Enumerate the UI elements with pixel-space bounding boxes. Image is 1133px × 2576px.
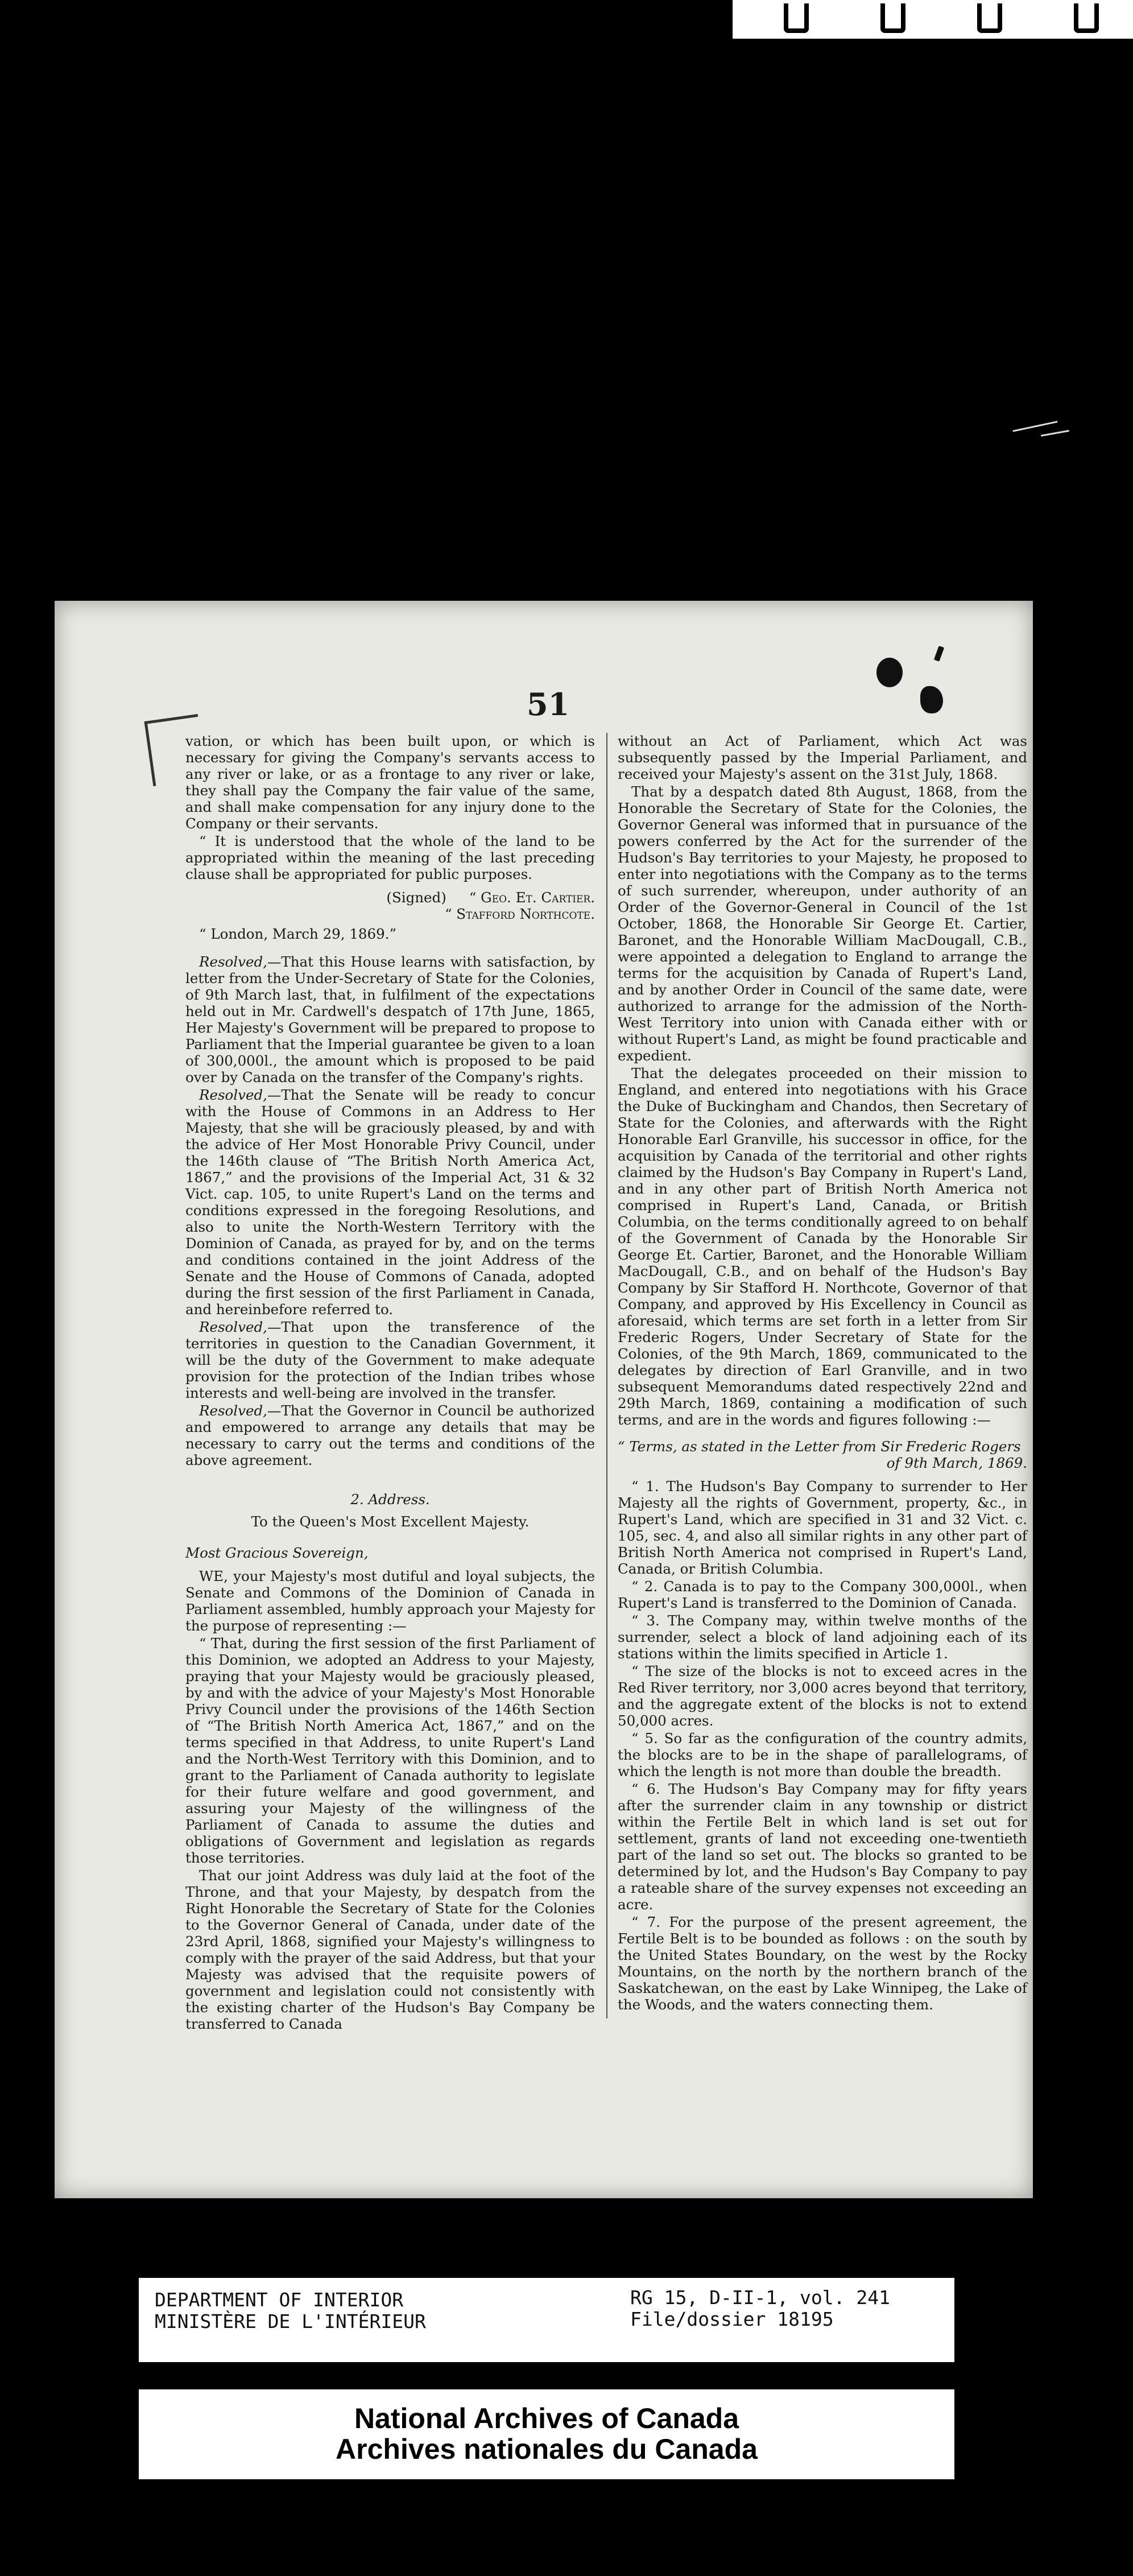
paragraph: WE, your Majesty's most dutiful and loyal subjects, the Senate and Commons of the Dominion of Canada in Parliament assembled, humbly approach your Majesty for the purpose of representing :— — [185, 1568, 595, 1634]
signatory: “ Geo. Et. Cartier. — [469, 889, 595, 906]
ink-blot — [934, 646, 944, 662]
film-mark — [977, 3, 1002, 33]
signatory: “ Stafford Northcote. — [444, 906, 595, 922]
term-item: “ 2. Canada is to pay to the Company 300,000l., when Rupert's Land is transferred to the Dominion of Canada. — [618, 1578, 1027, 1611]
terms-heading-date: of 9th March, 1869. — [886, 1455, 1027, 1471]
ink-blot — [920, 686, 943, 713]
right-column — [618, 733, 1027, 2014]
file-number: File/dossier 18195 — [630, 2308, 834, 2330]
page-number: 51 — [527, 686, 570, 723]
signed-label: (Signed) — [386, 889, 446, 906]
paragraph: “ That, during the first session of the first Parliament of this Dominion, we adopted an Address to your Majesty, praying that your Majesty would be graciously pleased, by and with the advice of your Majesty's Most Honorable Privy Council under the provisions of the 146th Section of “The British North America Act, 1867,” and on the terms specified in that Address, to unite Rupert's Land and the North-West Territory with this Dominion, and to grant to the Parliament of Canada authority to legislate for their future welfare and good government, and assuring your Majesty of the willingness of the Parliament of Canada to assume the duties and obligations of Government and legislation as regards those territories. — [185, 1635, 595, 1866]
resolution-text: —That this House learns with satisfaction, by letter from the Under-Secretary of State for the Colonies, of 9th March last, that, in fulfilment of the expectations held out in Mr. Cardwell's despatch of 17th June, 1865, Her Majesty's Government will be prepared to propose to Parliament that the Imperial guarantee be given to a loan of 300,000l., the amount which is proposed to be paid over by Canada on the transfer of the Company's rights. — [185, 953, 595, 1085]
term-item: “ 7. For the purpose of the present agreement, the Fertile Belt is to be bounded as follows : on the south by the United States Boundary, on the west by the Rocky Mountains, on the north by the northern branch of the Saskatchewan, on the east by Lake Winnipeg, the Lake of the Woods, and the waters connecting them. — [618, 1914, 1027, 2013]
resolution — [185, 1402, 595, 1468]
term-item: “ 6. The Hudson's Bay Company may for fifty years after the surrender claim in any township or district within the Fertile Belt in which land is set out for settlement, grants of land not exceeding one-twentieth part of the land so set out. The blocks so granted to be determined by lot, and the Hudson's Bay Company to pay a rateable share of the survey expenses not exceeding an acre. — [618, 1781, 1027, 1913]
resolution — [185, 1087, 595, 1318]
dateline: “ London, March 29, 1869.” — [199, 926, 397, 942]
term-item: “ 3. The Company may, within twelve months of the surrender, select a block of land adjoining each of its stations within the limits specified in Article 1. — [618, 1612, 1027, 1662]
paragraph: “ It is understood that the whole of the land to be appropriated within the meaning of the last preceding clause shall be appropriated for public purposes. — [185, 833, 595, 882]
signature-block — [185, 889, 595, 906]
archive-reference-label — [139, 2278, 954, 2362]
film-strip-marks — [733, 0, 1133, 39]
resolved-label: Resolved, — [199, 953, 267, 970]
resolution-text: —That the Senate will be ready to concur with the House of Commons in an Address to Her Majesty, that she will be graciously pleased, by and with the advice of Her Most Honorable Privy Council, under the 146th clause of “The British North America Act, 1867,” and the provisions of the Imperial Act, 31 & 32 Vict. cap. 105, to unite Rupert's Land on the terms and conditions expressed in the foregoing Resolutions, and also to unite the North-Western Territory with the Dominion of Canada, as prayed for by, and on the terms and conditions contained in the joint Address of the Senate and the House of Commons of Canada, adopted during the first session of the first Parliament in Canada, and hereinbefore referred to. — [185, 1087, 595, 1318]
film-mark — [784, 3, 809, 33]
archives-banner — [139, 2389, 954, 2479]
salutation: Most Gracious Sovereign, — [185, 1545, 369, 1561]
paragraph: That our joint Address was duly laid at the foot of the Throne, and that your Majesty, by despatch from the Right Honorable the Secretary of State for the Colonies to the Governor General of Canada, under date of the 23rd April, 1868, signified your Majesty's willingness to comply with the prayer of the said Address, but that your Majesty was advised that the requisite powers of government and legislation could not consistently with the existing charter of the Hudson's Bay Company be transferred to Canada — [185, 1867, 595, 2032]
term-item: “ The size of the blocks is not to exceed acres in the Red River territory, nor 3,000 acres beyond that territory, and the aggregate extent of the blocks is not to extend 50,000 acres. — [618, 1663, 1027, 1729]
left-column — [185, 733, 595, 2033]
paragraph: That by a despatch dated 8th August, 1868, from the Honorable the Secretary of State for the Colonies, the Governor General was informed that in pursuance of the powers conferred by the Act for the surrender of the Hudson's Bay territories to your Majesty, he proposed to enter into negotiations with the Company as to the terms of such surrender, whereupon, under authority of an Order of the Governor-General in Council of the 1st October, 1868, the Honorable Sir George Et. Cartier, Baronet, and the Honorable William MacDougall, C.B., were appointed a delegation to England to arrange the terms for the acquisition by Canada of Rupert's Land, and by another Order in Council of the same date, were authorized to arrange for the admission of the North-West Territory into union with Canada either with or without Rupert's Land, as might be found practicable and expedient. — [618, 783, 1027, 1064]
record-group-ref: RG 15, D-II-1, vol. 241 — [630, 2286, 890, 2309]
resolution — [185, 953, 595, 1085]
paragraph: That the delegates proceeded on their mission to England, and entered into negotiations with his Grace the Duke of Buckingham and Chandos, then Secretary of State for the Colonies, and afterwards with the Right Honorable Earl Granville, his successor in office, for the acquisition by Canada of the territorial and other rights claimed by the Hudson's Bay Company in Rupert's Land, and in any other part of British North America not comprised in Rupert's Land, Canada, or British Columbia, on the terms conditionally agreed to on behalf of the Government of Canada by the Honorable Sir George Et. Cartier, Baronet, and the Honorable William MacDougall, C.B., and on behalf of the Hudson's Bay Company by Sir Stafford H. Northcote, Governor of that Company, and approved by His Excellency in Council as aforesaid, which terms are set forth in a letter from Sir Frederic Rogers, Under Secretary of State for the Colonies, of the 9th March, 1869, communicated to the delegates by direction of Earl Granville, and in two subsequent Memorandums dated respectively 22nd and 29th March, 1869, containing a modification of such terms, and are in the words and figures following :— — [618, 1065, 1027, 1428]
resolved-label: Resolved, — [199, 1319, 267, 1335]
term-item: “ 5. So far as the configuration of the country admits, the blocks are to be in the shape of parallelograms, of which the length is not more than double the breadth. — [618, 1730, 1027, 1780]
addressee: To the Queen's Most Excellent Majesty. — [251, 1513, 530, 1530]
film-mark — [880, 3, 905, 33]
archives-name-fr: Archives nationales du Canada — [336, 2433, 758, 2465]
archives-name-en: National Archives of Canada — [354, 2402, 739, 2434]
resolved-label: Resolved, — [199, 1087, 267, 1103]
ink-blot — [876, 658, 903, 687]
film-mark — [1074, 3, 1099, 33]
resolution-text: —That upon the transference of the territories in question to the Canadian Government, it will be the duty of the Government to make adequate provision for the protection of the Indian tribes whose interests and well-being are involved in the transfer. — [185, 1319, 595, 1401]
term-item: “ 1. The Hudson's Bay Company to surrender to Her Majesty all the rights of Government, property, &c., in Rupert's Land, which are specified in 31 and 32 Vict. c. 105, sec. 4, and also all similar rights in any other part of British North America not comprised in Rupert's Land, Canada, or British Columbia. — [618, 1478, 1027, 1577]
address-heading: 2. Address. — [350, 1491, 430, 1508]
paragraph: without an Act of Parliament, which Act was subsequently passed by the Imperial Parliament, and received your Majesty's assent on the 31st July, 1868. — [618, 733, 1027, 782]
film-scratch — [1041, 430, 1069, 437]
column-divider — [606, 733, 607, 2018]
resolution-text: —That the Governor in Council be authorized and empowered to arrange any details that may be necessary to carry out the terms and conditions of the above agreement. — [185, 1402, 595, 1468]
department-en: DEPARTMENT OF INTERIOR — [155, 2289, 404, 2311]
resolved-label: Resolved, — [199, 1402, 267, 1419]
department-fr: MINISTÈRE DE L'INTÉRIEUR — [155, 2310, 426, 2333]
resolution — [185, 1319, 595, 1401]
document-page — [55, 601, 1033, 2198]
paragraph: vation, or which has been built upon, or which is necessary for giving the Company's servants access to any river or lake, or as a frontage to any river or lake, they shall pay the Company the fair value of the same, and shall make compensation for any injury done to the Company or their servants. — [185, 733, 595, 832]
terms-heading: “ Terms, as stated in the Letter from Sir Frederic Rogers — [618, 1438, 1021, 1455]
film-scratch — [1013, 421, 1058, 432]
